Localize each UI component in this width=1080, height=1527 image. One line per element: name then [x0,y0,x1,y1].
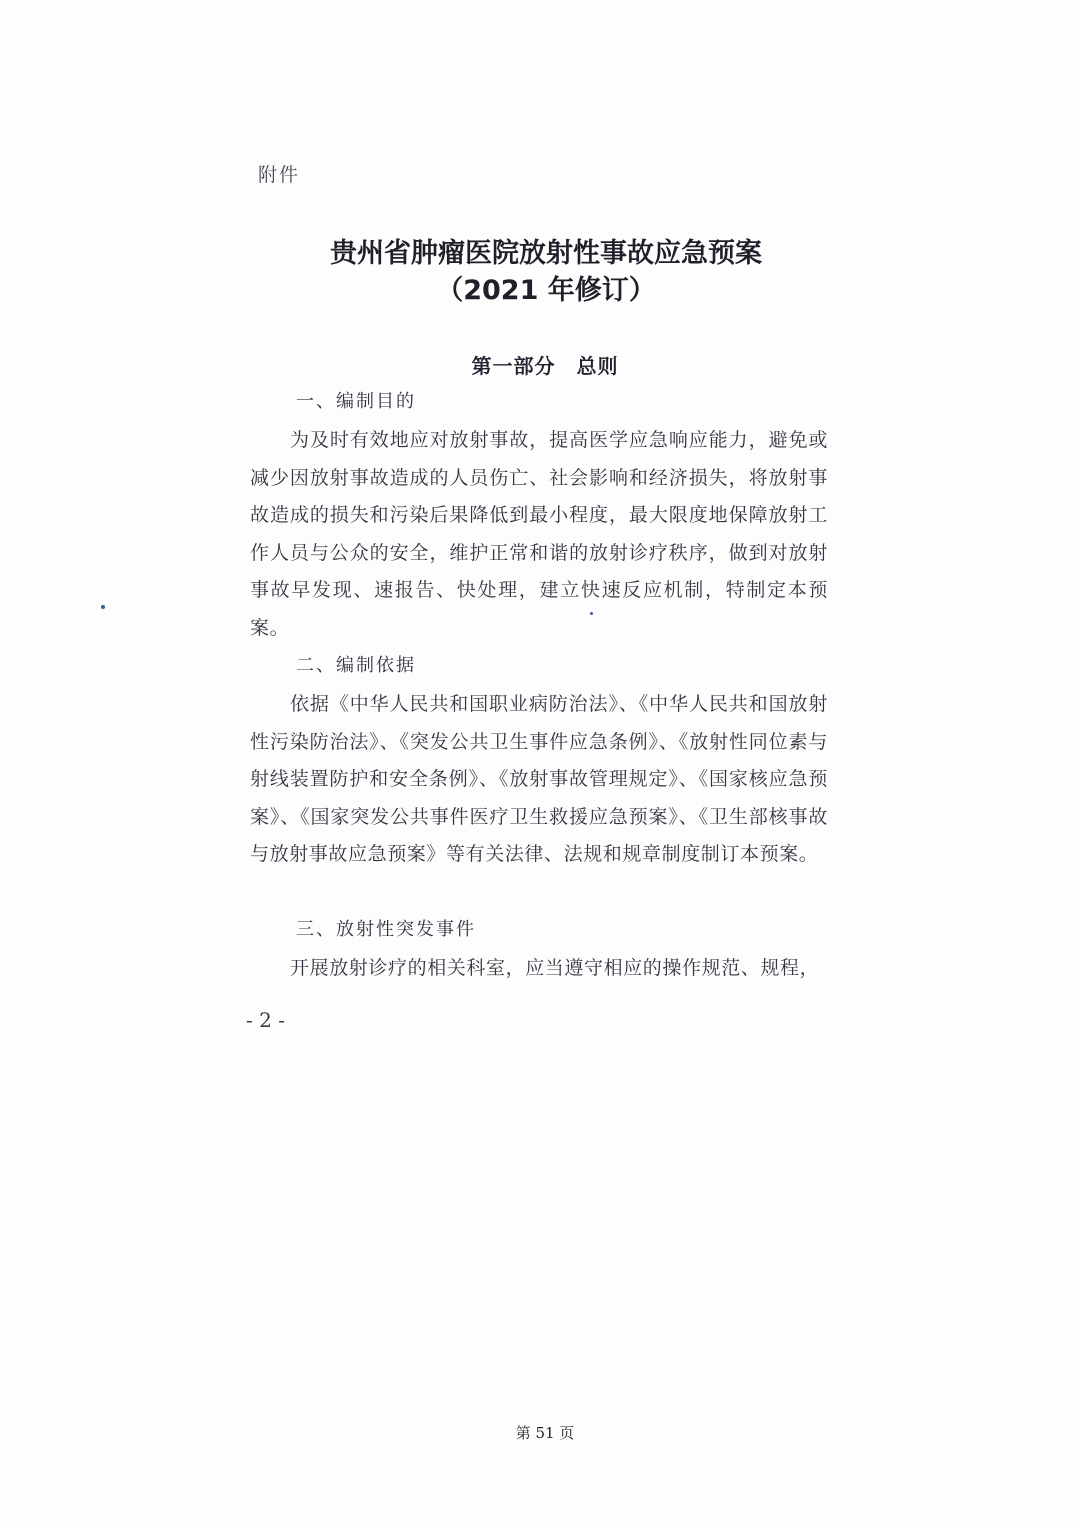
footer-page-number: 第 51 页 [515,1424,575,1442]
section-heading-basis: 二、编制依据 [296,655,416,676]
part-heading: 第一部分 总则 [471,354,619,378]
section-paragraph-incidents: 开展放射诊疗的相关科室，应当遵守相应的操作规范、规程， [290,957,820,979]
section-heading-incidents: 三、放射性突发事件 [296,919,476,940]
section-paragraph-purpose: 为及时有效地应对放射事故，提高医学应急响应能力，避免或减少因放射事故造成的人员伤亡、社会影响和经济损失，将放射事故造成的损失和污染后果降低到最小程度，最大限度地保障放射工作人员与公众的安全，维护正常和谐的放射诊疗秩序，做到对放射事故早发现、速报告、快处理，建立快速反应机制，特制定本预案。 [250,429,828,639]
attachment-label: 附件 [258,164,301,186]
section-heading-purpose: 一、编制目的 [296,391,416,412]
scan-speck [101,605,105,609]
document-subtitle: （2021 年修订） [436,275,656,306]
scan-speck [590,612,593,615]
document-title: 贵州省肿瘤医院放射性事故应急预案 [330,238,762,269]
section-paragraph-basis: 依据《中华人民共和国职业病防治法》、《中华人民共和国放射性污染防治法》、《突发公共卫生事件应急条例》、《放射性同位素与射线装置防护和安全条例》、《放射事故管理规定》、《国家核应急预案》、《国家突发公共事件医疗卫生救援应急预案》、《卫生部核事故与放射事故应急预案》等有关法律、法规和规章制度制订本预案。 [250,693,828,865]
page-marker: - 2 - [246,1008,285,1032]
